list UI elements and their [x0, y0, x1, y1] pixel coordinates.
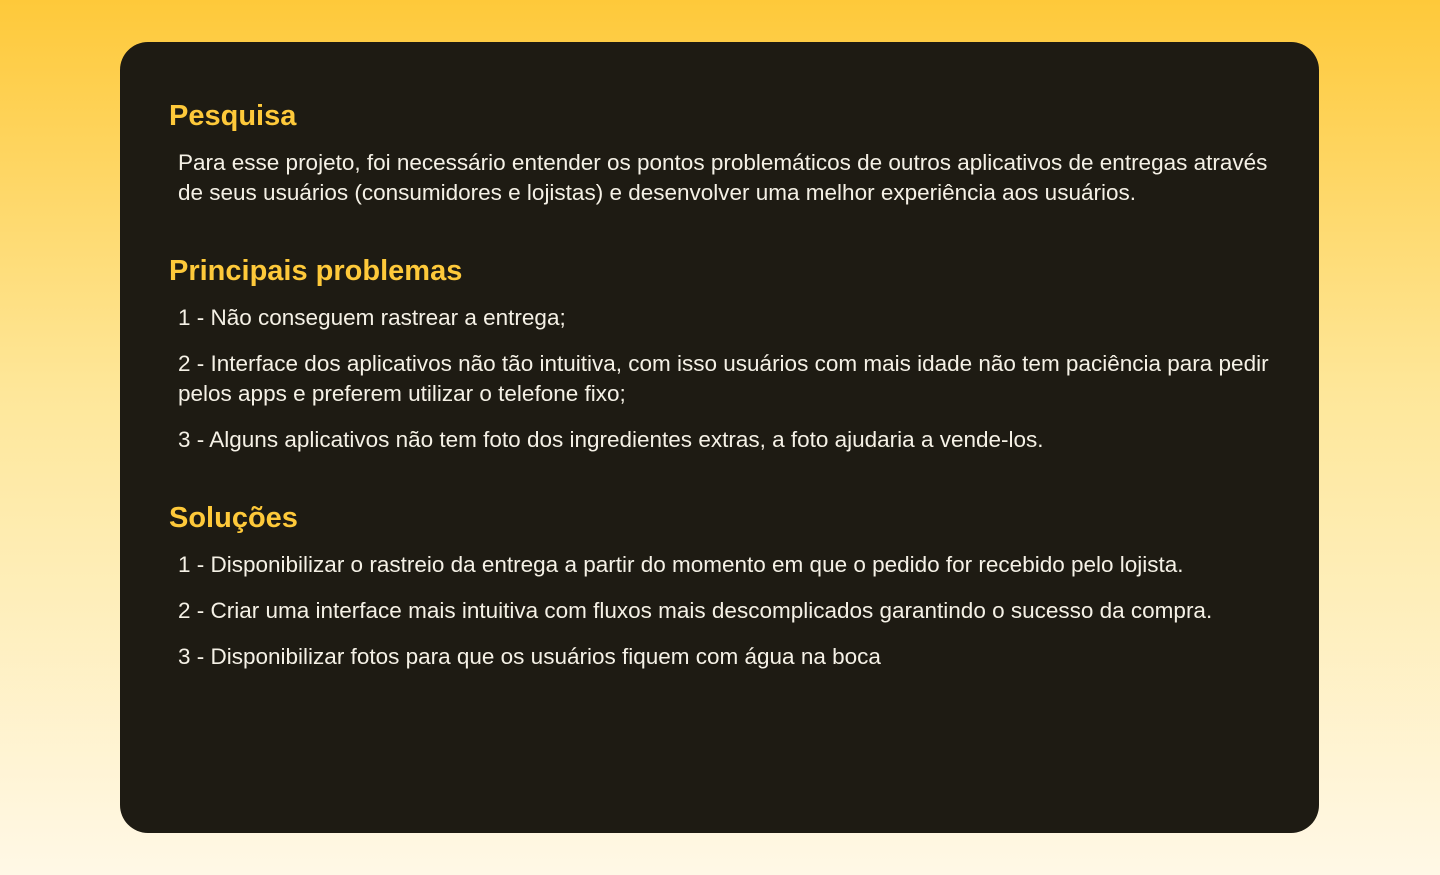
- research-section: [169, 98, 1270, 208]
- solution-item-1: 1 - Disponibilizar o rastreio da entrega a partir do momento em que o pedido for recebido pelo lojista.: [178, 552, 1184, 577]
- research-title: Pesquisa: [169, 100, 297, 132]
- problems-list: [178, 303, 1270, 455]
- solutions-list: [178, 550, 1270, 672]
- solutions-title: Soluções: [169, 502, 298, 534]
- problem-item-2: 2 - Interface dos aplicativos não tão intuitiva, com isso usuários com mais idade não tem paciência para pedir pelos apps e preferem utilizar o telefone fixo;: [178, 351, 1269, 406]
- problem-item-1: 1 - Não conseguem rastrear a entrega;: [178, 305, 566, 330]
- solution-item-3: 3 - Disponibilizar fotos para que os usuários fiquem com água na boca: [178, 644, 881, 669]
- problems-section: [169, 253, 1270, 455]
- content-card: [120, 42, 1319, 833]
- solutions-section: [169, 500, 1270, 672]
- research-paragraph: Para esse projeto, foi necessário entender os pontos problemáticos de outros aplicativos de entregas através de seus usuários (consumidores e lojistas) e desenvolver uma melhor experiência aos usuários.: [178, 150, 1268, 205]
- research-body-container: [169, 148, 1270, 208]
- problems-title: Principais problemas: [169, 255, 463, 287]
- solutions-body-container: [169, 550, 1270, 672]
- solution-item-2: 2 - Criar uma interface mais intuitiva com fluxos mais descomplicados garantindo o sucesso da compra.: [178, 598, 1213, 623]
- problem-item-3: 3 - Alguns aplicativos não tem foto dos ingredientes extras, a foto ajudaria a vende-los.: [178, 427, 1044, 452]
- problems-body-container: [169, 303, 1270, 455]
